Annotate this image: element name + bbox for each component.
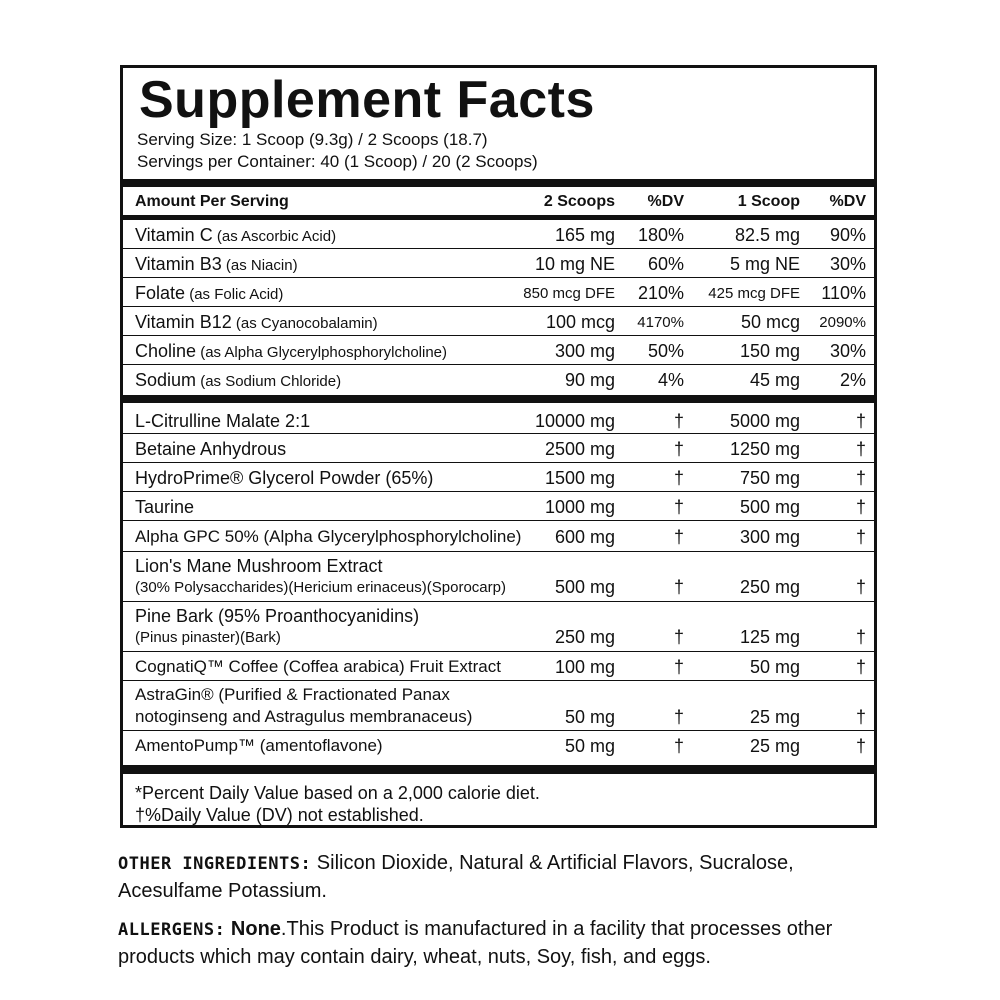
ingredient-name: HydroPrime® Glycerol Powder (65%) (135, 468, 434, 488)
serving-size: Serving Size: 1 Scoop (9.3g) / 2 Scoops (18.7) (137, 130, 488, 149)
amount-two-scoops: 90 mg (564, 370, 615, 390)
amount-one-scoop: 45 mg (749, 370, 800, 390)
amount-one-scoop: 50 mcg (740, 312, 800, 332)
amount-two-scoops: 1000 mg (544, 497, 615, 517)
amount-two-scoops: 250 mg (554, 627, 615, 647)
table-row (123, 220, 874, 249)
table-row (123, 521, 874, 552)
dv-one-scoop: † (855, 411, 866, 431)
nutrient-name: Choline (135, 341, 197, 361)
thick-rule-top (123, 179, 874, 187)
table-row (123, 365, 874, 394)
table-row (123, 652, 874, 681)
dv-two-scoops: 4% (657, 370, 684, 390)
nutrient-name: Vitamin B3 (135, 254, 222, 274)
allergens (118, 916, 878, 971)
dv-two-scoops: 210% (637, 283, 684, 303)
allergens-text: .This Product is manufactured in a facility that processes other products which may contain dairy, wheat, nuts, Soy, fish, and eggs. (118, 918, 833, 968)
ingredient-name: L-Citrulline Malate 2:1 (135, 411, 311, 431)
footnote-not-established: †%Daily Value (DV) not established. (135, 805, 424, 825)
nutrient-source: (as Folic Acid) (185, 286, 284, 303)
amount-one-scoop: 300 mg (739, 527, 800, 547)
other-ingredients-text: Silicon Dioxide, Natural & Artificial Flavors, Sucralose, Acesulfame Potassium. (118, 852, 794, 902)
table-row (123, 434, 874, 463)
table-row (123, 552, 874, 602)
dv-two-scoops: † (673, 627, 684, 647)
ingredient-name: Alpha GPC 50% (Alpha Glycerylphosphorylcholine) (135, 527, 522, 546)
amount-one-scoop: 25 mg (749, 736, 800, 756)
table-row (123, 681, 874, 731)
amount-two-scoops: 600 mg (554, 527, 615, 547)
servings-per-container: Servings per Container: 40 (1 Scoop) / 20 (2 Scoops) (137, 152, 538, 171)
dv-two-scoops: † (673, 439, 684, 459)
ingredient-name: CognatiQ™ Coffee (Coffea arabica) Fruit Extract (135, 657, 501, 676)
amount-two-scoops: 850 mcg DFE (523, 285, 615, 302)
table-row (123, 336, 874, 365)
amount-two-scoops: 2500 mg (544, 439, 615, 459)
dv-one-scoop: † (855, 657, 866, 677)
amount-two-scoops: 165 mg (554, 225, 615, 245)
amount-one-scoop: 125 mg (739, 627, 800, 647)
amount-two-scoops: 50 mg (564, 707, 615, 727)
ingredient-name: AmentoPump™ (amentoflavone) (135, 736, 383, 755)
dv-two-scoops: † (673, 657, 684, 677)
amount-one-scoop: 25 mg (749, 707, 800, 727)
amount-one-scoop: 150 mg (739, 341, 800, 361)
dv-two-scoops: † (673, 707, 684, 727)
dv-one-scoop: † (855, 497, 866, 517)
table-row (123, 731, 874, 761)
amount-one-scoop: 82.5 mg (734, 225, 800, 245)
table-row (123, 307, 874, 336)
dv-two-scoops: 60% (647, 254, 684, 274)
footnote-daily-value: *Percent Daily Value based on a 2,000 calorie diet. (135, 783, 540, 803)
header-amount: Amount Per Serving (135, 193, 289, 210)
dv-two-scoops: † (673, 468, 684, 488)
nutrient-name: Folate (135, 283, 186, 303)
ingredient-name: Lion's Mane Mushroom Extract (135, 556, 383, 576)
panel-title: Supplement Facts (139, 71, 595, 129)
nutrient-source: (as Niacin) (221, 257, 298, 274)
dv-one-scoop: † (855, 439, 866, 459)
table-row (123, 602, 874, 652)
other-ingredients (118, 850, 878, 905)
supplement-facts-panel (120, 65, 877, 828)
amount-two-scoops: 100 mcg (545, 312, 615, 332)
dv-two-scoops: † (673, 527, 684, 547)
dv-two-scoops: 4170% (637, 314, 684, 331)
header-two-scoops: 2 Scoops (543, 193, 615, 210)
amount-one-scoop: 750 mg (739, 468, 800, 488)
ingredient-detail: (30% Polysaccharides)(Hericium erinaceus)(Sporocarp) (135, 579, 506, 596)
dv-two-scoops: 180% (637, 225, 684, 245)
ingredient-name: Pine Bark (95% Proanthocyanidins) (135, 606, 420, 626)
amount-two-scoops: 10 mg NE (534, 254, 615, 274)
dv-one-scoop: † (855, 707, 866, 727)
other-ingredients-label: OTHER INGREDIENTS: (118, 854, 312, 874)
header-dv-one: %DV (829, 193, 866, 210)
nutrient-source: (as Cyanocobalamin) (231, 315, 378, 332)
nutrient-source: (as Alpha Glycerylphosphorylcholine) (196, 344, 448, 361)
dv-one-scoop: † (855, 527, 866, 547)
dv-one-scoop: † (855, 468, 866, 488)
header-one-scoop: 1 Scoop (737, 193, 800, 210)
amount-one-scoop: 50 mg (749, 657, 800, 677)
amount-two-scoops: 50 mg (564, 736, 615, 756)
dv-two-scoops: † (673, 577, 684, 597)
thick-rule-bottom (123, 765, 874, 774)
dv-two-scoops: † (673, 736, 684, 756)
dv-two-scoops: † (673, 411, 684, 431)
dv-two-scoops: † (673, 497, 684, 517)
allergens-label: ALLERGENS: (118, 920, 226, 940)
dv-one-scoop: 2090% (819, 314, 866, 331)
dv-one-scoop: † (855, 577, 866, 597)
amount-two-scoops: 10000 mg (534, 411, 615, 431)
amount-one-scoop: 425 mcg DFE (708, 285, 800, 302)
amount-one-scoop: 500 mg (739, 497, 800, 517)
amount-one-scoop: 5000 mg (729, 411, 800, 431)
dv-one-scoop: 30% (829, 341, 866, 361)
table-row (123, 403, 874, 434)
thick-rule-middle (123, 395, 874, 403)
amount-one-scoop: 250 mg (739, 577, 800, 597)
amount-two-scoops: 300 mg (554, 341, 615, 361)
header-dv-two: %DV (647, 193, 684, 210)
table-row (123, 278, 874, 307)
ingredient-detail: (Pinus pinaster)(Bark) (135, 629, 281, 646)
dv-one-scoop: 90% (829, 225, 866, 245)
dv-one-scoop: 110% (821, 283, 866, 303)
dv-one-scoop: 2% (839, 370, 866, 390)
table-row (123, 492, 874, 521)
dv-one-scoop: † (855, 736, 866, 756)
dv-two-scoops: 50% (647, 341, 684, 361)
table-row (123, 249, 874, 278)
amount-two-scoops: 100 mg (554, 657, 615, 677)
nutrient-name: Vitamin C (135, 225, 213, 245)
dv-one-scoop: 30% (829, 254, 866, 274)
ingredient-name: Betaine Anhydrous (135, 439, 287, 459)
table-row (123, 463, 874, 492)
column-header-row (123, 187, 874, 215)
allergens-none: None (225, 918, 281, 940)
amount-one-scoop: 5 mg NE (729, 254, 800, 274)
ingredient-name: Taurine (135, 497, 195, 517)
amount-one-scoop: 1250 mg (729, 439, 800, 459)
ingredient-detail: notoginseng and Astragulus membranaceus) (135, 707, 473, 726)
ingredient-name: AstraGin® (Purified & Fractionated Panax (135, 685, 450, 704)
dv-one-scoop: † (855, 627, 866, 647)
amount-two-scoops: 1500 mg (544, 468, 615, 488)
nutrient-name: Sodium (135, 370, 197, 390)
nutrient-name: Vitamin B12 (135, 312, 232, 332)
nutrient-source: (as Sodium Chloride) (196, 373, 342, 390)
nutrient-source: (as Ascorbic Acid) (212, 228, 337, 245)
amount-two-scoops: 500 mg (554, 577, 615, 597)
